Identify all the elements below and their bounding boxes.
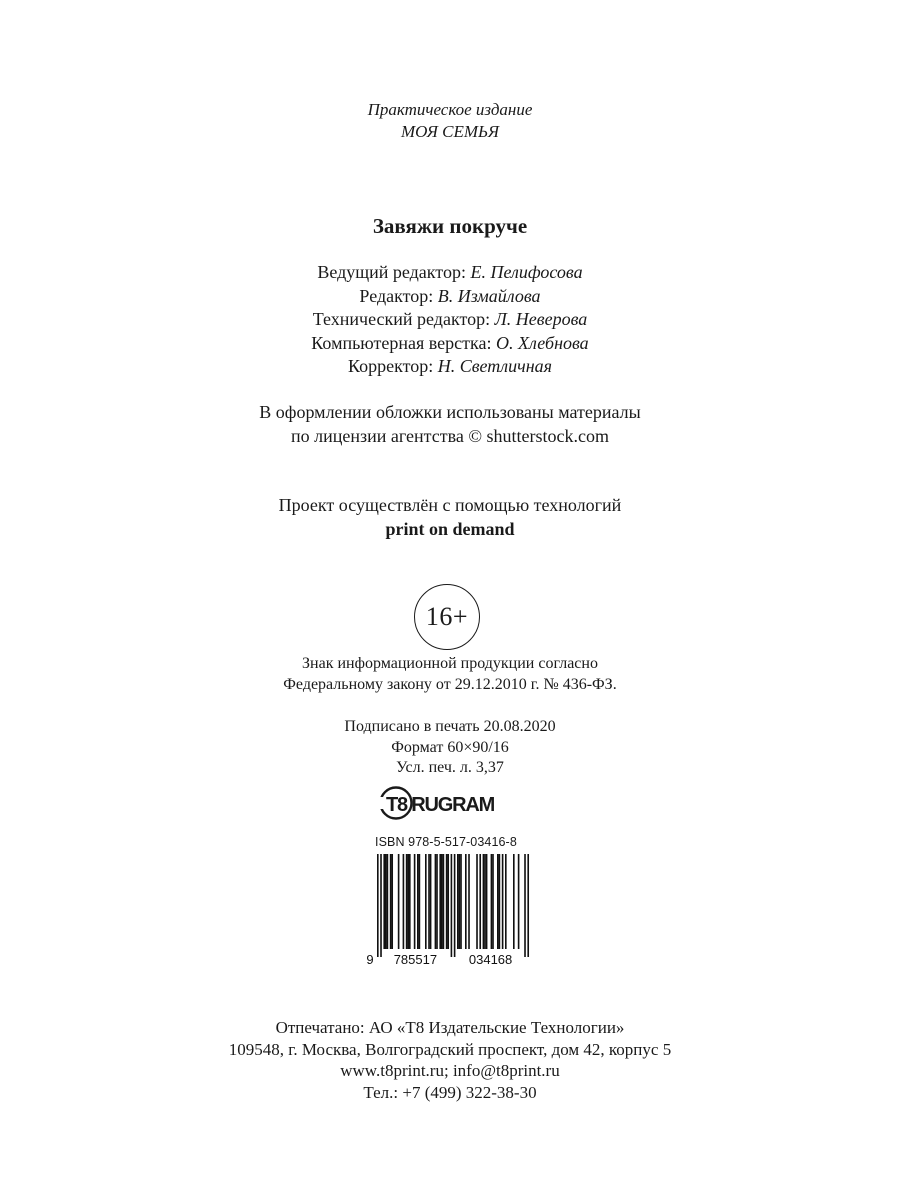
credit-line [0, 308, 900, 332]
barcode-bar [436, 854, 438, 949]
barcode-bar [430, 854, 432, 949]
credit-role: Технический редактор: [312, 309, 495, 329]
credit-role: Корректор: [347, 356, 438, 376]
credit-name: В. Измайлова [437, 285, 541, 306]
barcode-bar [460, 854, 462, 949]
credit-line [0, 332, 900, 356]
series-block [0, 99, 900, 143]
credit-line [0, 285, 900, 309]
law-note [0, 654, 900, 695]
barcode-bar [435, 854, 437, 949]
printer-web: www.t8print.ru; info@t8print.ru [340, 1061, 560, 1080]
barcode-bar [441, 854, 443, 949]
barcode-bar [428, 854, 430, 949]
printer-name: Отпечатано: АО «Т8 Издательские Технологии» [275, 1018, 625, 1037]
barcode-bar [425, 854, 427, 949]
barcode-bar [414, 854, 416, 949]
age-rating-text: 16+ [425, 602, 469, 631]
barcode-bar [483, 854, 485, 949]
barcode-bar [457, 854, 459, 949]
credit-name: Е. Пелифосова [470, 262, 583, 282]
printer-phone: Тел.: +7 (499) 322-38-30 [363, 1082, 537, 1102]
barcode-bar [451, 854, 453, 957]
barcode-bar [502, 854, 504, 949]
law-note-line: Федеральному закону от 29.12.2010 г. № 436-ФЗ. [283, 675, 617, 693]
credit-name: О. Хлебнова [495, 332, 589, 353]
print-info [0, 717, 900, 779]
barcode-bar [377, 854, 379, 957]
logo-wordmark: T8 RUGRAM [386, 794, 495, 816]
credits-block [0, 261, 900, 379]
barcode-bar [419, 854, 421, 949]
barcode-bar [484, 854, 486, 949]
isbn-label: ISBN 978-5-517-03416-8 [375, 835, 517, 849]
barcode-lead-digit: 9 [366, 952, 374, 967]
barcode-left-digits: 785517 [393, 952, 438, 967]
printer-address: 109548, г. Москва, Волгоградский проспект, дом 42, корпус 5 [228, 1039, 672, 1059]
book-title: Завяжи покруче [372, 214, 528, 238]
barcode-bar [513, 854, 515, 949]
barcode-bar [527, 854, 529, 957]
barcode-bar [406, 854, 408, 949]
barcode-bar [468, 854, 470, 949]
barcode-bar [518, 854, 520, 949]
paper-format: Формат 60×90/16 [391, 738, 509, 756]
signed-date: Подписано в печать 20.08.2020 [344, 718, 556, 735]
barcode-bar [383, 854, 385, 949]
cover-note-line: В оформлении обложки использованы материалы [259, 402, 641, 422]
barcode-bar [479, 854, 481, 949]
isbn-barcode [365, 835, 535, 969]
barcode-bar [497, 854, 499, 949]
t8-rugram-logo [378, 785, 518, 821]
print-on-demand-note [0, 494, 900, 541]
barcode-bar [391, 854, 393, 949]
series-type: Практическое издание [367, 100, 533, 119]
barcode-bar [439, 854, 441, 949]
barcode-bar [417, 854, 419, 949]
pod-technology: print on demand [385, 518, 515, 539]
age-rating-circle [414, 584, 480, 650]
credit-name: Л. Неверова [494, 309, 588, 329]
barcode-bar [454, 854, 456, 957]
law-note-line: Знак информационной продукции согласно [302, 655, 598, 672]
barcode-graphic [365, 852, 535, 967]
barcode-bar [491, 854, 493, 949]
barcode-bar [499, 854, 501, 949]
barcode-bar [380, 854, 382, 957]
barcode-bar [486, 854, 488, 949]
barcode-bar [492, 854, 494, 949]
barcode-bar [524, 854, 526, 957]
barcode-bar [476, 854, 478, 949]
credit-line [0, 355, 900, 379]
credit-name: Н. Светличная [437, 356, 553, 376]
credit-role: Компьютерная верстка: [311, 332, 496, 353]
cover-note-line: по лицензии агентства © shutterstock.com [291, 425, 609, 446]
barcode-bar [387, 854, 389, 949]
barcode-bar [465, 854, 467, 949]
barcode-bar [385, 854, 387, 949]
pod-line: Проект осуществлён с помощью технологий [278, 495, 622, 515]
barcode-bar [407, 854, 409, 949]
barcode-bar [409, 854, 411, 949]
barcode-bar [505, 854, 507, 949]
barcode-bar [459, 854, 461, 949]
barcode-bar [403, 854, 405, 949]
credit-line [0, 261, 900, 285]
printed-sheets: Усл. печ. л. 3,37 [396, 759, 504, 776]
credit-role: Редактор: [359, 285, 438, 306]
printer-info [0, 1017, 900, 1103]
barcode-bar [443, 854, 445, 949]
barcode-bar [447, 854, 449, 949]
barcode-bar [446, 854, 448, 949]
age-rating-badge [414, 584, 482, 652]
series-name: МОЯ СЕМЬЯ [400, 122, 500, 141]
barcode-bar [398, 854, 400, 949]
credit-role: Ведущий редактор: [317, 262, 471, 282]
barcode-bar [390, 854, 392, 949]
cover-license-note [0, 401, 900, 448]
barcode-right-digits: 034168 [468, 952, 513, 967]
